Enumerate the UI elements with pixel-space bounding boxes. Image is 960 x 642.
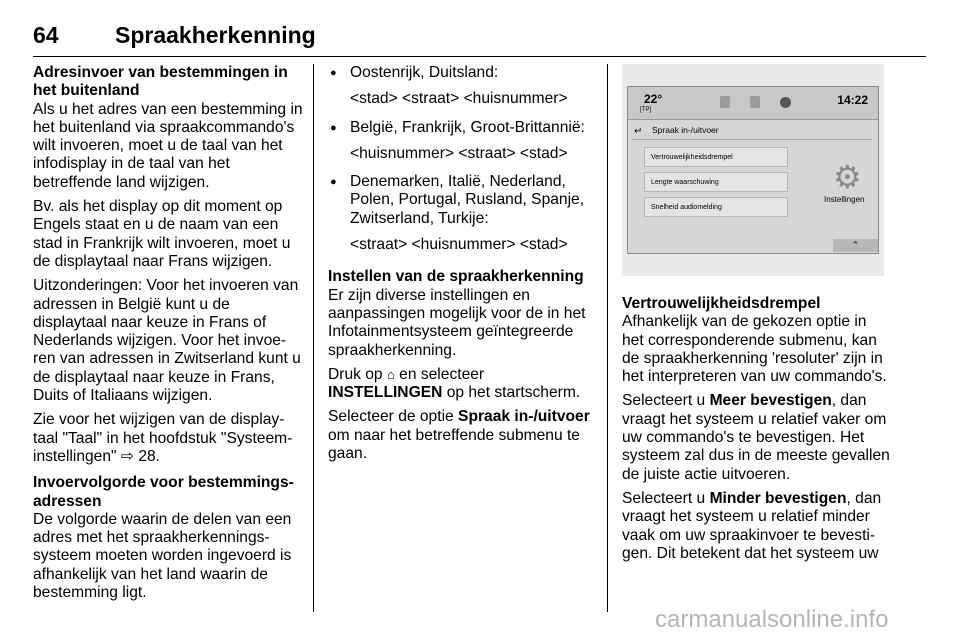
column-divider — [313, 64, 314, 612]
menu-item-audio-speed[interactable]: Snelheid audiomelding — [644, 197, 788, 217]
paragraph: Selecteert u Meer bevestigen, dan vraagt het systeem u relatief vaker om uw commando's te bevestigen. Het systeem zal dus in de meeste gevallen de juiste actie uitvoeren. — [622, 392, 890, 483]
phone-icon — [750, 96, 760, 108]
paragraph: Selecteert u Minder bevestigen, dan vraagt het systeem u relatief minder vaak om uw spraakinvoer te bevestigen. Dit betekent dat het systeem uw — [622, 489, 882, 562]
clock: 14:22 — [837, 93, 868, 107]
paragraph: Selecteer de optie Spraak in-/uitvoer om naar het betreffende submenu te gaan. — [328, 408, 590, 463]
back-icon[interactable]: ↵ — [634, 126, 643, 137]
settings-label[interactable]: Instellingen — [824, 195, 865, 204]
column-1 — [33, 64, 303, 608]
list-item: ● Denemarken, Italië, Nederland, Polen, Portugal, Rusland, Spanje, Zwitserland, Turkije: — [328, 173, 596, 228]
paragraph: Uitzonderingen: Voor het invoeren van adressen in België kunt u de displaytaal naar keuze in Frans of Nederlands wijzigen. Voor het invoeren van adressen in Zwitserland kunt u de displaytaal naar keuze in Frans, Duits of Italiaans wijzigen. — [33, 277, 301, 405]
page-header — [33, 22, 926, 57]
paragraph: Als u het adres van een bestemming in het buitenland via spraakcommando's wilt invoeren, moet u de taal van het infodisplay in de taal van het betreffende land wijzigen. — [33, 100, 303, 191]
column-3 — [622, 295, 890, 569]
infotainment-screen — [627, 86, 879, 254]
paragraph: Zie voor het wijzigen van de displaytaal "Taal" in het hoofdstuk "Systeeminstellingen" ⇨ 28. — [33, 411, 293, 465]
status-bar — [628, 87, 878, 120]
menu-item-threshold[interactable]: Vertrouwelijkheidsdrempel — [644, 147, 788, 167]
paragraph: Er zijn diverse instellingen en aanpassingen mogelijk voor de in het Infotainmentsysteem geïntegreerde spraakherkenning. — [328, 286, 586, 359]
menu-item-warning-length[interactable]: Lengte waarschuwing — [644, 172, 788, 192]
temperature: 22° — [644, 92, 663, 106]
home-icon: ⌂ — [386, 366, 395, 382]
page-reference-icon: ⇨ — [120, 447, 134, 465]
section-title: Spraak in-/uitvoer — [652, 125, 719, 135]
page-title: Spraakherkenning — [115, 22, 316, 48]
paragraph: Afhankelijk van de gekozen optie in het corresponderende submenu, kan de spraakherkenning 'resoluter' zijn in het interpreteren van uw commando's. — [622, 313, 887, 386]
list-item: ● Oostenrijk, Duitsland: — [328, 64, 596, 82]
divider — [632, 139, 872, 140]
heading-foreign-addresses: Adresinvoer van bestemmingen in het buitenland — [33, 64, 288, 100]
heading-settings: Instellen van de spraakherkenning — [328, 268, 584, 286]
column-divider — [607, 64, 608, 612]
address-format: <straat> <huisnummer> <stad> — [350, 236, 568, 254]
nav-icon — [780, 97, 791, 108]
column-2 — [328, 64, 596, 469]
watermark: carmanualsonline.info — [655, 606, 889, 633]
paragraph: Druk op ⌂ en selecteer INSTELLINGEN op het startscherm. — [328, 365, 581, 402]
address-format: <stad> <straat> <huisnummer> — [350, 90, 568, 108]
page-number: 64 — [33, 22, 59, 48]
heading-threshold: Vertrouwelijkheidsdrempel — [622, 295, 821, 312]
chevron-up-button[interactable]: ⌃ — [833, 239, 878, 252]
address-format: <huisnummer> <straat> <stad> — [350, 144, 568, 162]
screenshot — [622, 64, 884, 276]
list-item: ● België, Frankrijk, Groot-Brittannië: — [328, 119, 596, 137]
tp-indicator: [TP] — [640, 107, 652, 113]
music-icon — [720, 96, 730, 108]
paragraph: Bv. als het display op dit moment op Engels staat en u de naam van een stad in Frankrijk wilt invoeren, moet u de displaytaal naar Frans wijzigen. — [33, 198, 291, 270]
paragraph: De volgorde waarin de delen van een adres met het spraakherkenningssysteem moeten worden ingevoerd is afhankelijk van het land waarin de bestemming ligt. — [33, 510, 292, 602]
heading-input-order: Invoervolgorde voor bestemmingsadressen — [33, 474, 294, 510]
gear-icon[interactable]: ⚙ — [833, 159, 862, 195]
